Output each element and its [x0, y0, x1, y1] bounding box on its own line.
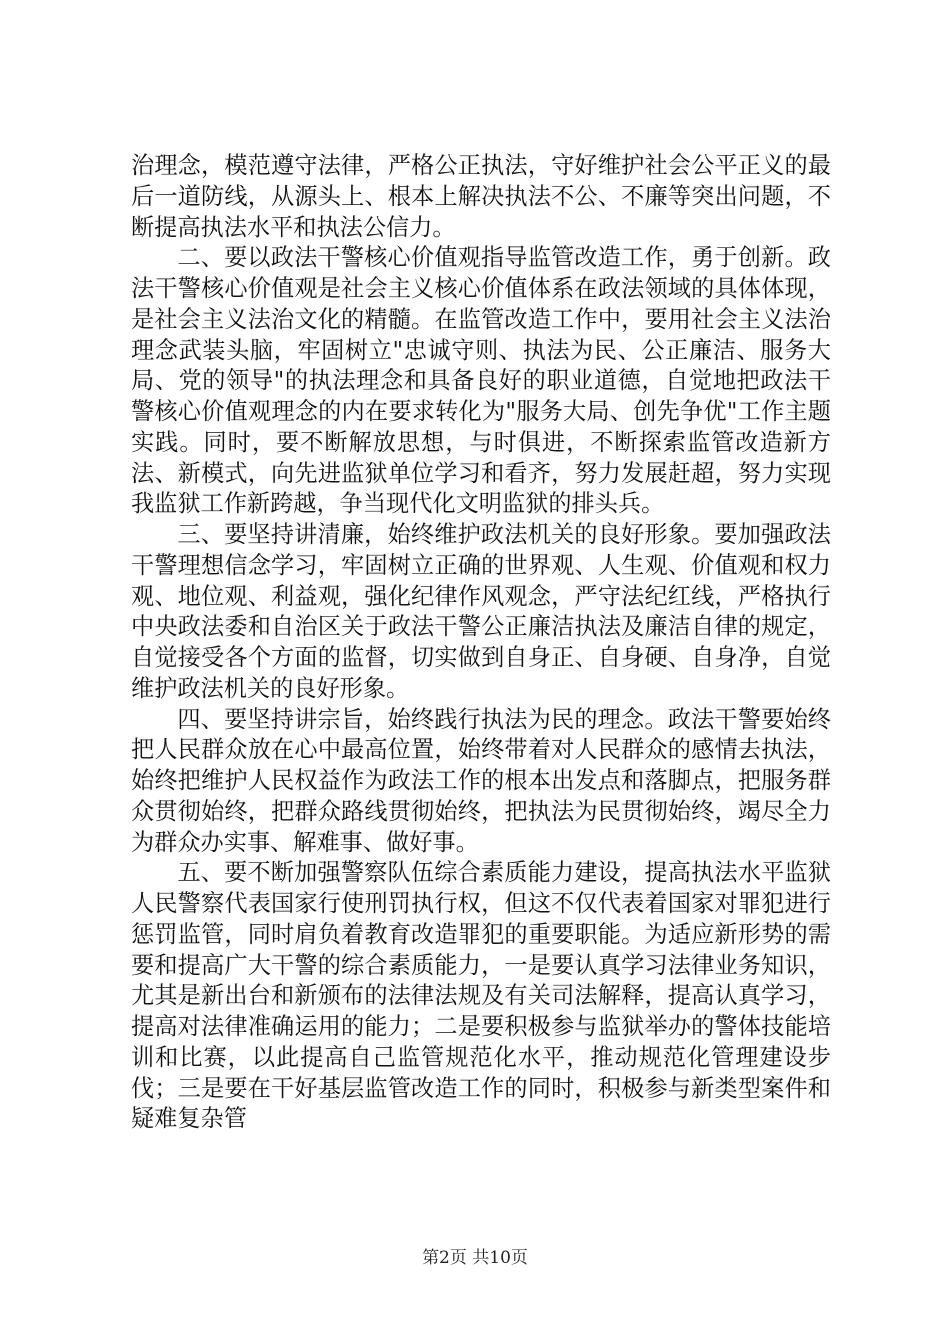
document-body	[131, 151, 831, 1135]
paragraph-section-5: 五、要不断加强警察队伍综合素质能力建设，提高执法水平监狱人民警察代表国家行使刑罚执行权，但这不仅代表着国家对罪犯进行惩罚监管，同时肩负着教育改造罪犯的重要职能。为适应新形势的需要和提高广大干警的综合素质能力，一是要认真学习法律业务知识，尤其是新出台和新颁布的法律法规及有关司法解释，提高认真学习，提高对法律准确运用的能力；二是要积极参与监狱举办的警体技能培训和比赛，以此提高自己监管规范化水平，推动规范化管理建设步伐；三是要在干好基层监管改造工作的同时，积极参与新类型案件和疑难复杂管	[131, 859, 831, 1133]
page-footer	[0, 1243, 950, 1268]
page-number: 第2页	[422, 1248, 467, 1268]
paragraph-section-4: 四、要坚持讲宗旨，始终践行执法为民的理念。政法干警要始终把人民群众放在心中最高位置，始终带着对人民群众的感情去执法，始终把维护人民权益作为政法工作的根本出发点和落脚点，把服务群众贯彻始终，把群众路线贯彻始终，把执法为民贯彻始终，竭尽全力为群众办实事、解难事、做好事。	[131, 705, 831, 856]
paragraph-section-2: 二、要以政法干警核心价值观指导监管改造工作，勇于创新。政法干警核心价值观是社会主义核心价值体系在政法领域的具体体现，是社会主义法治文化的精髓。在监管改造工作中，要用社会主义法治理念武装头脑，牢固树立"忠诚守则、执法为民、公正廉洁、服务大局、党的领导"的执法理念和具备良好的职业道德，自觉地把政法干警核心价值观理念的内在要求转化为"服务大局、创先争优"工作主题实践。同时，要不断解放思想，与时俱进，不断探索监管改造新方法、新模式，向先进监狱单位学习和看齐，努力发展赶超，努力实现我监狱工作新跨越，争当现代化文明监狱的排头兵。	[131, 244, 831, 518]
page-total: 共10页	[472, 1248, 528, 1268]
paragraph-section-3: 三、要坚持讲清廉，始终维护政法机关的良好形象。要加强政法干警理想信念学习，牢固树立正确的世界观、人生观、价值观和权力观、地位观、利益观，强化纪律作风观念，严守法纪红线，严格执行中央政法委和自治区关于政法干警公正廉洁执法及廉洁自律的规定，自觉接受各个方面的监督，切实做到自身正、自身硬、自身净，自觉维护政法机关的良好形象。	[131, 521, 831, 702]
paragraph-continuation: 治理念，模范遵守法律，严格公正执法，守好维护社会公平正义的最后一道防线，从源头上、根本上解决执法不公、不廉等突出问题，不断提高执法水平和执法公信力。	[131, 152, 831, 241]
